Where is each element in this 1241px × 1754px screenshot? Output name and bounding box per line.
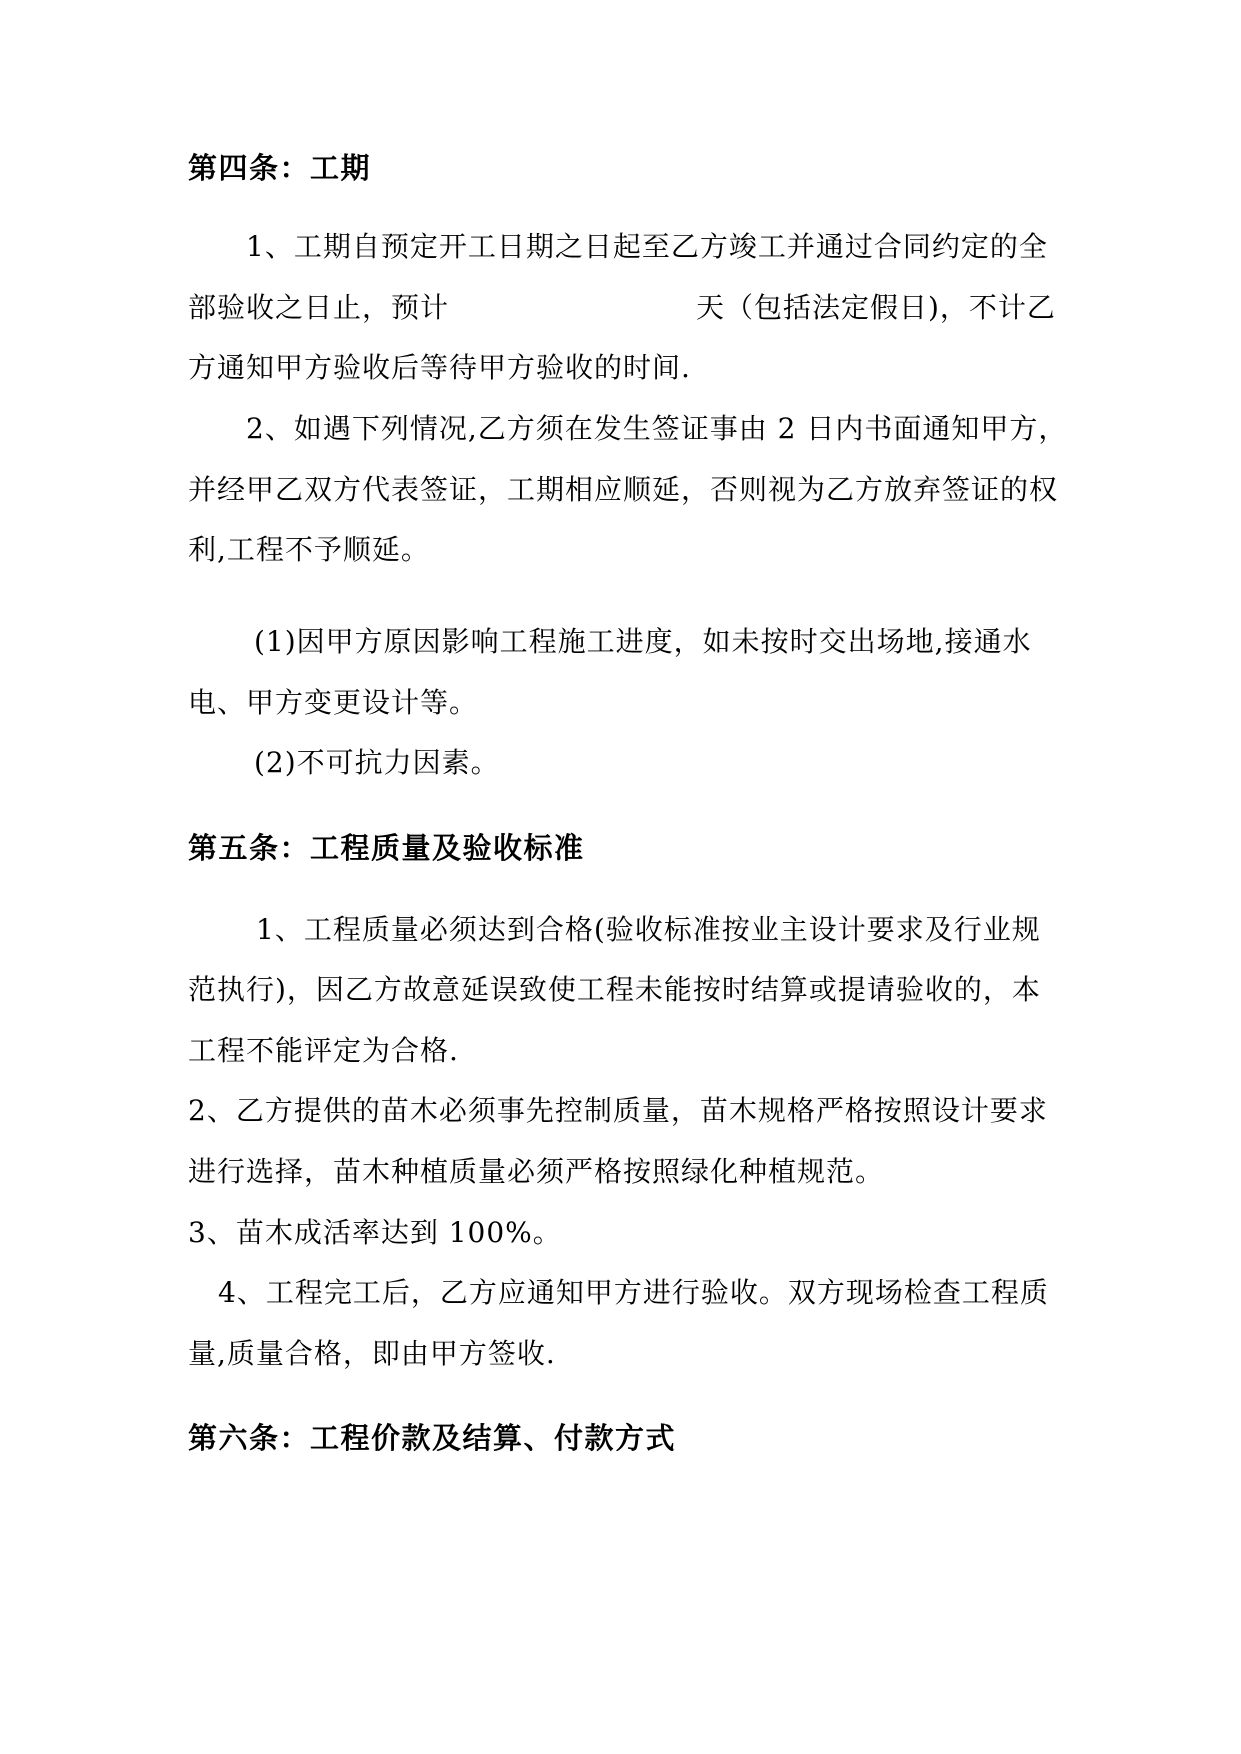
- paragraph-line: 3、苗木成活率达到 100%。: [188, 1216, 562, 1249]
- paragraph-line: 天（包括法定假日)，不计乙: [696, 291, 1056, 324]
- paragraph-line: 范执行)，因乙方故意延误致使工程未能按时结算或提请验收的，本: [188, 973, 1041, 1006]
- paragraph-line: [188, 290, 449, 326]
- paragraph-line: 4、工程完工后，乙方应通知甲方进行验收。双方现场检查工程质: [218, 1276, 1049, 1309]
- section-heading-5: 第五条：工程质量及验收标准: [188, 831, 585, 865]
- paragraph-line: 方通知甲方验收后等待甲方验收的时间.: [188, 351, 691, 384]
- section-heading-6: 第六条：工程价款及结算、付款方式: [188, 1421, 677, 1455]
- paragraph-text: 部验收之日止，预计: [188, 291, 450, 324]
- paragraph-line: (2)不可抗力因素。: [254, 746, 500, 779]
- section-heading-4: 第四条：工期: [188, 151, 372, 185]
- paragraph-line: 工程不能评定为合格.: [188, 1034, 459, 1067]
- paragraph-line: 利,工程不予顺延。: [188, 533, 430, 566]
- paragraph-line: 进行选择，苗木种植质量必须严格按照绿化种植规范。: [188, 1155, 885, 1188]
- paragraph-line: 2、乙方提供的苗木必须事先控制质量，苗木规格严格按照设计要求: [188, 1094, 1048, 1127]
- paragraph-line: (1)因甲方原因影响工程施工进度，如未按时交出场地,接通水: [254, 625, 1032, 658]
- paragraph-line: 量,质量合格，即由甲方签收.: [188, 1337, 556, 1370]
- paragraph-line: 并经甲乙双方代表签证，工期相应顺延，否则视为乙方放弃签证的权: [188, 473, 1059, 506]
- paragraph-line: 2、如遇下列情况,乙方须在发生签证事由 2 日内书面通知甲方，: [246, 412, 1068, 445]
- paragraph-line: 1、工期自预定开工日期之日起至乙方竣工并通过合同约定的全: [246, 230, 1048, 263]
- paragraph-line: 1、工程质量必须达到合格(验收标准按业主设计要求及行业规: [256, 913, 1041, 946]
- paragraph-line: 电、甲方变更设计等。: [188, 686, 479, 719]
